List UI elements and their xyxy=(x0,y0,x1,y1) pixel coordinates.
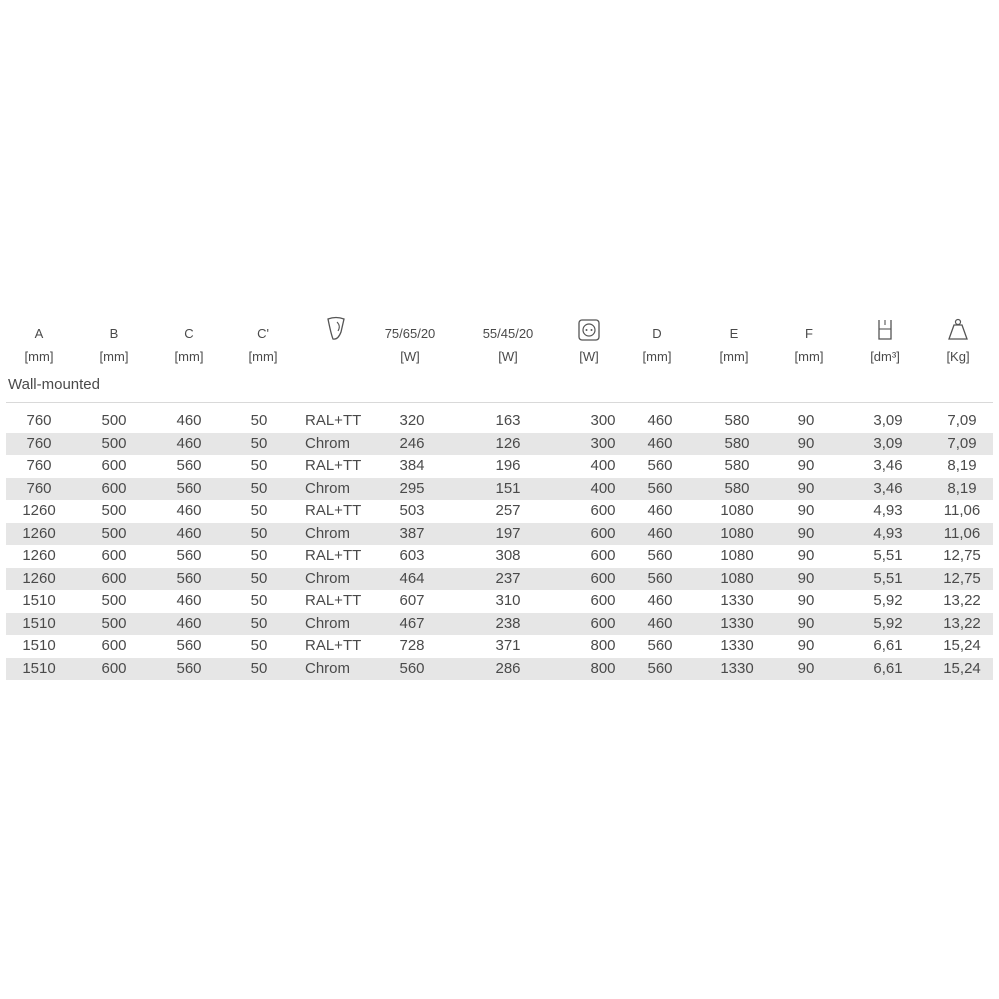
column-header-e: E [mm] xyxy=(719,326,749,364)
cell-finish: RAL+TT xyxy=(305,412,362,429)
cell-weight: 7,09 xyxy=(947,412,977,429)
cell-f: 90 xyxy=(797,614,815,632)
cell-b: 500 xyxy=(101,434,127,452)
cell-d: 560 xyxy=(647,637,673,654)
cell-finish: Chrom xyxy=(305,524,351,542)
cell-electric-w: 600 xyxy=(590,524,616,542)
cell-e: 1080 xyxy=(720,547,754,564)
cell-electric-w: 300 xyxy=(590,434,616,452)
cell-f: 90 xyxy=(797,524,815,542)
cell-f: 90 xyxy=(797,569,815,587)
finish-icon xyxy=(325,316,347,342)
cell-d: 460 xyxy=(647,524,673,542)
cell-d: 560 xyxy=(647,457,673,474)
cell-w-55-45-20: 371 xyxy=(495,637,521,654)
cell-c: 460 xyxy=(176,434,202,452)
cell-b: 600 xyxy=(101,457,127,474)
column-header-c: C [mm] xyxy=(174,326,204,364)
column-header-b: B [mm] xyxy=(99,326,129,364)
cell-d: 560 xyxy=(647,569,673,587)
cell-b: 600 xyxy=(101,479,127,497)
cell-finish: RAL+TT xyxy=(305,457,362,474)
cell-finish: RAL+TT xyxy=(305,502,362,519)
cell-weight: 15,24 xyxy=(943,659,981,677)
cell-volume: 5,51 xyxy=(873,547,903,564)
column-header-f: F [mm] xyxy=(794,326,824,364)
cell-weight: 13,22 xyxy=(943,614,981,632)
cell-c-prime: 50 xyxy=(250,502,268,519)
cell-w-55-45-20: 286 xyxy=(495,659,521,677)
cell-c-prime: 50 xyxy=(250,659,268,677)
cell-w-75-65-20: 384 xyxy=(399,457,425,474)
cell-a: 1510 xyxy=(22,614,56,632)
cell-w-75-65-20: 467 xyxy=(399,614,425,632)
table-row xyxy=(6,500,993,523)
cell-d: 460 xyxy=(647,412,673,429)
cell-f: 90 xyxy=(797,434,815,452)
cell-w-55-45-20: 163 xyxy=(495,412,521,429)
cell-weight: 7,09 xyxy=(947,434,977,452)
cell-c: 460 xyxy=(176,502,202,519)
table-row xyxy=(6,433,993,456)
cell-w-75-65-20: 295 xyxy=(399,479,425,497)
cell-w-75-65-20: 387 xyxy=(399,524,425,542)
cell-e: 1330 xyxy=(720,614,754,632)
column-header-volume: [dm³] xyxy=(845,312,925,364)
table-row xyxy=(6,410,993,433)
cell-c: 560 xyxy=(176,637,202,654)
cell-w-55-45-20: 126 xyxy=(495,434,521,452)
cell-f: 90 xyxy=(797,637,815,654)
cell-c-prime: 50 xyxy=(250,569,268,587)
column-header-a: A [mm] xyxy=(24,326,54,364)
cell-b: 600 xyxy=(101,547,127,564)
cell-f: 90 xyxy=(797,479,815,497)
cell-volume: 6,61 xyxy=(873,637,903,654)
column-header-weight: [Kg] xyxy=(918,312,998,364)
table-row xyxy=(6,658,993,681)
cell-c: 560 xyxy=(176,569,202,587)
cell-e: 1080 xyxy=(720,524,754,542)
weight-icon xyxy=(947,318,969,342)
cell-w-75-65-20: 246 xyxy=(399,434,425,452)
cell-e: 1330 xyxy=(720,637,754,654)
cell-electric-w: 600 xyxy=(590,502,616,519)
cell-weight: 12,75 xyxy=(943,547,981,564)
cell-c-prime: 50 xyxy=(250,434,268,452)
cell-w-75-65-20: 560 xyxy=(399,659,425,677)
table-row xyxy=(6,545,993,568)
cell-e: 580 xyxy=(724,479,750,497)
cell-f: 90 xyxy=(797,592,815,609)
cell-e: 580 xyxy=(724,434,750,452)
cell-b: 600 xyxy=(101,659,127,677)
cell-volume: 6,61 xyxy=(873,659,903,677)
cell-f: 90 xyxy=(797,547,815,564)
cell-w-75-65-20: 464 xyxy=(399,569,425,587)
cell-c-prime: 50 xyxy=(250,592,268,609)
cell-a: 1260 xyxy=(22,569,56,587)
cell-finish: RAL+TT xyxy=(305,547,362,564)
cell-d: 460 xyxy=(647,592,673,609)
cell-d: 560 xyxy=(647,659,673,677)
cell-c: 560 xyxy=(176,457,202,474)
cell-electric-w: 400 xyxy=(590,457,616,474)
cell-c: 560 xyxy=(176,659,202,677)
cell-weight: 8,19 xyxy=(947,479,977,497)
cell-b: 500 xyxy=(101,524,127,542)
cell-c: 460 xyxy=(176,592,202,609)
cell-a: 1260 xyxy=(22,547,56,564)
cell-a: 1260 xyxy=(22,502,56,519)
cell-c-prime: 50 xyxy=(250,479,268,497)
cell-b: 500 xyxy=(101,614,127,632)
cell-c: 560 xyxy=(176,547,202,564)
cell-e: 1330 xyxy=(720,592,754,609)
column-header-d: D [mm] xyxy=(642,326,672,364)
table-row xyxy=(6,478,993,501)
electric-socket-icon xyxy=(577,318,601,342)
cell-c-prime: 50 xyxy=(250,412,268,429)
cell-a: 1510 xyxy=(22,659,56,677)
cell-volume: 5,92 xyxy=(873,592,903,609)
cell-weight: 15,24 xyxy=(943,637,981,654)
cell-w-55-45-20: 310 xyxy=(495,592,521,609)
cell-finish: Chrom xyxy=(305,479,351,497)
cell-d: 560 xyxy=(647,547,673,564)
cell-finish: Chrom xyxy=(305,614,351,632)
cell-w-55-45-20: 196 xyxy=(495,457,521,474)
cell-finish: Chrom xyxy=(305,434,351,452)
cell-c: 460 xyxy=(176,614,202,632)
specs-table xyxy=(6,312,993,680)
cell-volume: 5,51 xyxy=(873,569,903,587)
cell-a: 1510 xyxy=(22,637,56,654)
column-header-c-prime: C' [mm] xyxy=(248,326,278,364)
cell-electric-w: 600 xyxy=(590,569,616,587)
cell-volume: 4,93 xyxy=(873,524,903,542)
cell-weight: 12,75 xyxy=(943,569,981,587)
cell-f: 90 xyxy=(797,502,815,519)
table-row xyxy=(6,590,993,613)
cell-finish: Chrom xyxy=(305,569,351,587)
cell-a: 760 xyxy=(26,479,52,497)
table-row xyxy=(6,635,993,658)
table-body xyxy=(6,410,993,680)
cell-volume: 3,09 xyxy=(873,412,903,429)
cell-w-75-65-20: 503 xyxy=(399,502,425,519)
cell-w-75-65-20: 607 xyxy=(399,592,425,609)
cell-e: 1080 xyxy=(720,502,754,519)
cell-d: 460 xyxy=(647,434,673,452)
cell-electric-w: 800 xyxy=(590,659,616,677)
cell-f: 90 xyxy=(797,457,815,474)
cell-a: 760 xyxy=(26,412,52,429)
cell-d: 560 xyxy=(647,479,673,497)
cell-a: 1260 xyxy=(22,524,56,542)
cell-a: 760 xyxy=(26,434,52,452)
cell-volume: 3,46 xyxy=(873,457,903,474)
cell-volume: 5,92 xyxy=(873,614,903,632)
cell-b: 500 xyxy=(101,412,127,429)
cell-c: 460 xyxy=(176,524,202,542)
cell-weight: 11,06 xyxy=(943,524,981,542)
cell-electric-w: 400 xyxy=(590,479,616,497)
cell-f: 90 xyxy=(797,412,815,429)
cell-weight: 11,06 xyxy=(943,502,981,519)
cell-c-prime: 50 xyxy=(250,637,268,654)
table-row xyxy=(6,613,993,636)
cell-electric-w: 600 xyxy=(590,614,616,632)
cell-electric-w: 600 xyxy=(590,547,616,564)
column-header-55-45-20: 55/45/20 [W] xyxy=(482,326,534,364)
cell-b: 500 xyxy=(101,592,127,609)
cell-finish: Chrom xyxy=(305,659,351,677)
cell-finish: RAL+TT xyxy=(305,637,362,654)
column-header-electric: [W] xyxy=(549,312,629,364)
cell-d: 460 xyxy=(647,614,673,632)
water-volume-icon xyxy=(876,318,894,342)
cell-finish: RAL+TT xyxy=(305,592,362,609)
cell-c: 560 xyxy=(176,479,202,497)
table-row xyxy=(6,523,993,546)
cell-c-prime: 50 xyxy=(250,614,268,632)
cell-e: 1330 xyxy=(720,659,754,677)
cell-a: 1510 xyxy=(22,592,56,609)
section-title: Wall-mounted xyxy=(6,368,993,403)
cell-c-prime: 50 xyxy=(250,524,268,542)
cell-e: 580 xyxy=(724,457,750,474)
table-row xyxy=(6,568,993,591)
cell-w-75-65-20: 603 xyxy=(399,547,425,564)
cell-b: 500 xyxy=(101,502,127,519)
cell-f: 90 xyxy=(797,659,815,677)
column-header-75-65-20: 75/65/20 [W] xyxy=(384,326,436,364)
cell-c-prime: 50 xyxy=(250,457,268,474)
cell-weight: 13,22 xyxy=(943,592,981,609)
cell-w-55-45-20: 237 xyxy=(495,569,521,587)
cell-w-75-65-20: 728 xyxy=(399,637,425,654)
cell-b: 600 xyxy=(101,569,127,587)
cell-w-75-65-20: 320 xyxy=(399,412,425,429)
cell-electric-w: 300 xyxy=(590,412,616,429)
cell-b: 600 xyxy=(101,637,127,654)
cell-w-55-45-20: 308 xyxy=(495,547,521,564)
cell-volume: 3,09 xyxy=(873,434,903,452)
cell-a: 760 xyxy=(26,457,52,474)
table-header xyxy=(6,312,993,368)
cell-c: 460 xyxy=(176,412,202,429)
cell-electric-w: 600 xyxy=(590,592,616,609)
cell-e: 580 xyxy=(724,412,750,429)
cell-w-55-45-20: 238 xyxy=(495,614,521,632)
cell-weight: 8,19 xyxy=(947,457,977,474)
column-header-finish xyxy=(296,312,376,350)
cell-e: 1080 xyxy=(720,569,754,587)
cell-c-prime: 50 xyxy=(250,547,268,564)
cell-w-55-45-20: 197 xyxy=(495,524,521,542)
cell-w-55-45-20: 151 xyxy=(495,479,521,497)
cell-volume: 4,93 xyxy=(873,502,903,519)
cell-w-55-45-20: 257 xyxy=(495,502,521,519)
table-row xyxy=(6,455,993,478)
cell-d: 460 xyxy=(647,502,673,519)
cell-volume: 3,46 xyxy=(873,479,903,497)
cell-electric-w: 800 xyxy=(590,637,616,654)
